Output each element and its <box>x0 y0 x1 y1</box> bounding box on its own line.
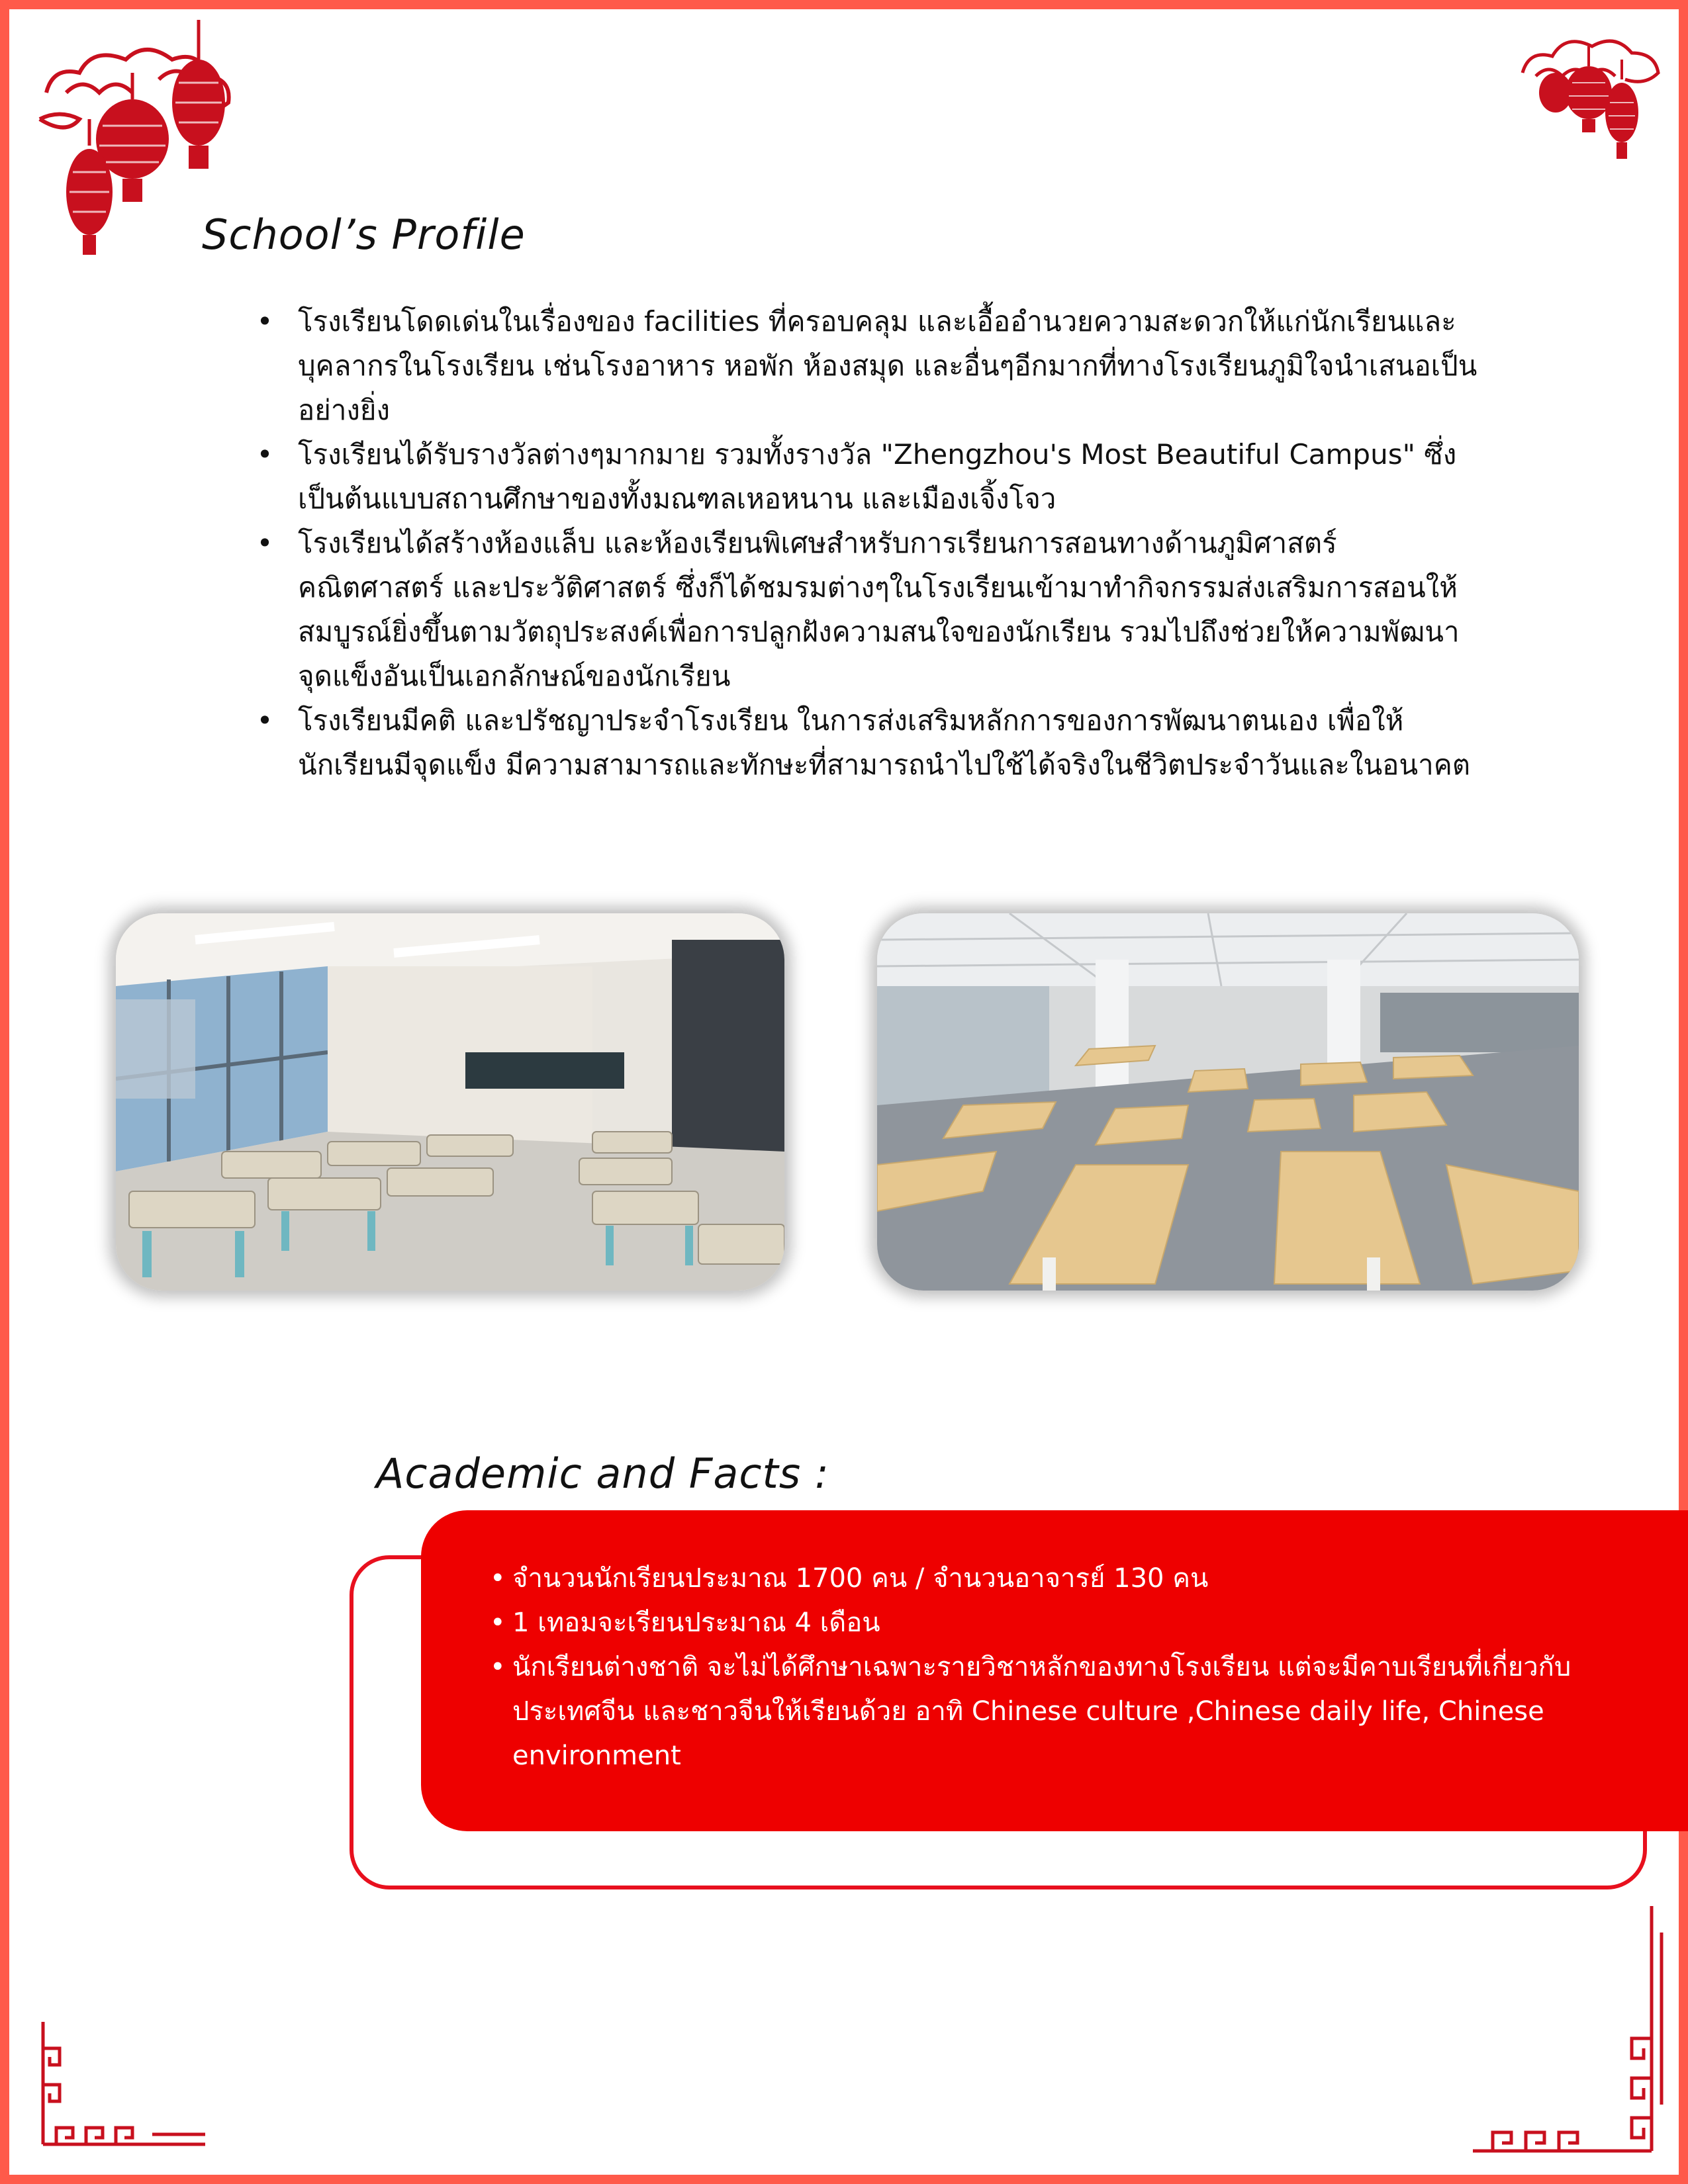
list-item-text: นักเรียนต่างชาติ จะไม่ได้ศึกษาเฉพาะรายวิชาหลักของทางโรงเรียน แต่จะมีคาบเรียนที่เกี่ยวกับประเทศจีน และชาวจีนให้เรียนด้วย อาทิ Chinese culture ,Chinese daily life, Chinese environment <box>512 1652 1571 1771</box>
bullet-icon: • <box>490 1608 506 1638</box>
fret-pattern-decoration-bottom-left <box>30 2022 209 2151</box>
list-item-text: โรงเรียนได้รับรางวัลต่างๆมากมาย รวมทั้งรางวัล "Zhengzhou's Most Beautiful Campus" ซึ่งเป็นต้นแบบสถานศึกษาของทั้งมณฑลเหอหนาน และเมืองเจิ้งโจว <box>298 438 1457 515</box>
facts-list <box>490 1557 1655 1778</box>
academic-title: Academic and Facts : <box>376 1449 829 1498</box>
bullet-icon: • <box>490 1652 506 1682</box>
canteen-illustration <box>877 913 1579 1291</box>
list-item <box>490 1645 1655 1778</box>
lantern-cloud-decoration-top-right <box>1516 20 1668 165</box>
bullet-icon: • <box>256 704 273 737</box>
bullet-icon: • <box>490 1563 506 1594</box>
list-item <box>252 432 1489 521</box>
list-item-text: โรงเรียนมีคติ และปรัชญาประจำโรงเรียน ในการส่งเสริมหลักการของการพัฒนาตนเอง เพื่อให้นักเรียนมีจุดแข็ง มีความสามารถและทักษะที่สามารถนำไปใช้ได้จริงในชีวิตประจำวันและในอนาคต <box>298 704 1471 781</box>
list-item-text: จำนวนนักเรียนประมาณ 1700 คน / จำนวนอาจารย์ 130 คน <box>512 1563 1209 1594</box>
list-item <box>252 299 1489 432</box>
list-item <box>252 521 1489 698</box>
list-item <box>490 1601 1655 1645</box>
fret-pattern-decoration-bottom-right <box>1473 1906 1665 2158</box>
list-item-text: 1 เทอมจะเรียนประมาณ 4 เดือน <box>512 1608 880 1638</box>
list-item-text: โรงเรียนโดดเด่นในเรื่องของ facilities ที่ครอบคลุม และเอื้ออำนวยความสะดวกให้แก่นักเรียนและบุคลากรในโรงเรียน เช่นโรงอาหาร หอพัก ห้องสมุด และอื่นๆอีกมากที่ทางโรงเรียนภูมิใจนำเสนอเป็นอย่างยิ่ง <box>298 305 1477 426</box>
profile-bullet-list <box>252 299 1489 787</box>
bullet-icon: • <box>256 527 273 559</box>
classroom-illustration <box>116 913 784 1291</box>
canteen-photo <box>877 913 1579 1291</box>
list-item <box>490 1557 1655 1601</box>
bullet-icon: • <box>256 305 273 338</box>
list-item <box>252 698 1489 787</box>
profile-title: School’s Profile <box>202 210 526 259</box>
classroom-photo <box>116 913 784 1291</box>
list-item-text: โรงเรียนได้สร้างห้องแล็บ และห้องเรียนพิเศษสำหรับการเรียนการสอนทางด้านภูมิศาสตร์ คณิตศาสตร์ และประวัติศาสตร์ ซึ่งก็ได้ชมรมต่างๆในโรงเรียนเข้ามาทำกิจกรรมส่งเสริมการสอนให้สมบูรณ์ยิ่งขึ้นตามวัตถุประสงค์เพื่อการปลูกฝังความสนใจของนักเรียน รวมไปถึงช่วยให้ความพัฒนาจุดแข็งอันเป็นเอกลักษณ์ของนักเรียน <box>298 527 1460 692</box>
bullet-icon: • <box>256 438 273 471</box>
